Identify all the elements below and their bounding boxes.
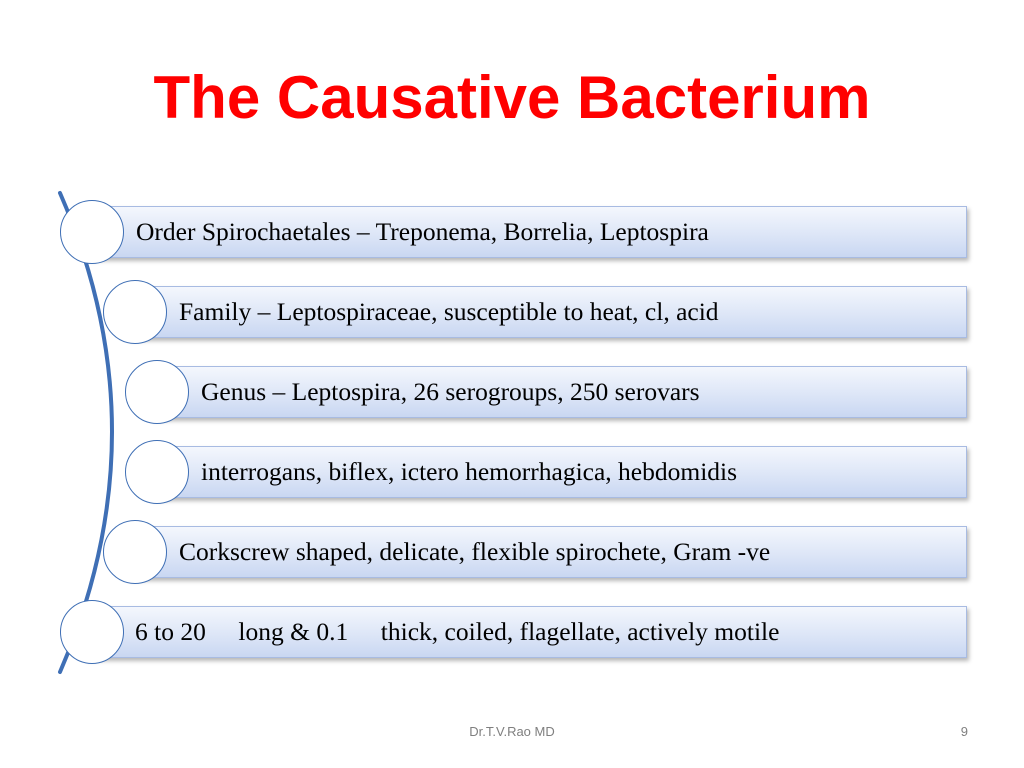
bullet-circle-5	[103, 520, 167, 584]
list-item-2-text: Family – Leptospiraceae, susceptible to heat, cl, acid	[179, 297, 719, 326]
bullet-circle-3	[125, 360, 189, 424]
list-item-3	[150, 366, 967, 418]
footer-author: Dr.T.V.Rao MD	[469, 724, 555, 739]
list-item-6	[84, 606, 967, 658]
bullet-circle-1	[60, 200, 124, 264]
list-item-4	[150, 446, 967, 498]
list-item-2	[127, 286, 967, 338]
list-item-5-text: Corkscrew shaped, delicate, flexible spirochete, Gram -ve	[179, 537, 771, 566]
list-item-4-text: interrogans, biflex, ictero hemorrhagica, hebdomidis	[201, 457, 738, 486]
slide-number: 9	[960, 724, 968, 739]
list-item-1	[84, 206, 967, 258]
list-item-5	[127, 526, 967, 578]
list-item-6-text: 6 to 20 long & 0.1 thick, coiled, flagellate, actively motile	[135, 617, 728, 646]
list-item-1-text: Order Spirochaetales – Treponema, Borrelia, Leptospira	[136, 217, 709, 246]
bullet-circle-2	[103, 280, 167, 344]
list-item-3-text: Genus – Leptospira, 26 serogroups, 250 serovars	[201, 377, 700, 406]
bullet-circle-6	[60, 600, 124, 664]
bullet-circle-4	[125, 440, 189, 504]
slide-title: The Causative Bacterium	[153, 64, 871, 131]
